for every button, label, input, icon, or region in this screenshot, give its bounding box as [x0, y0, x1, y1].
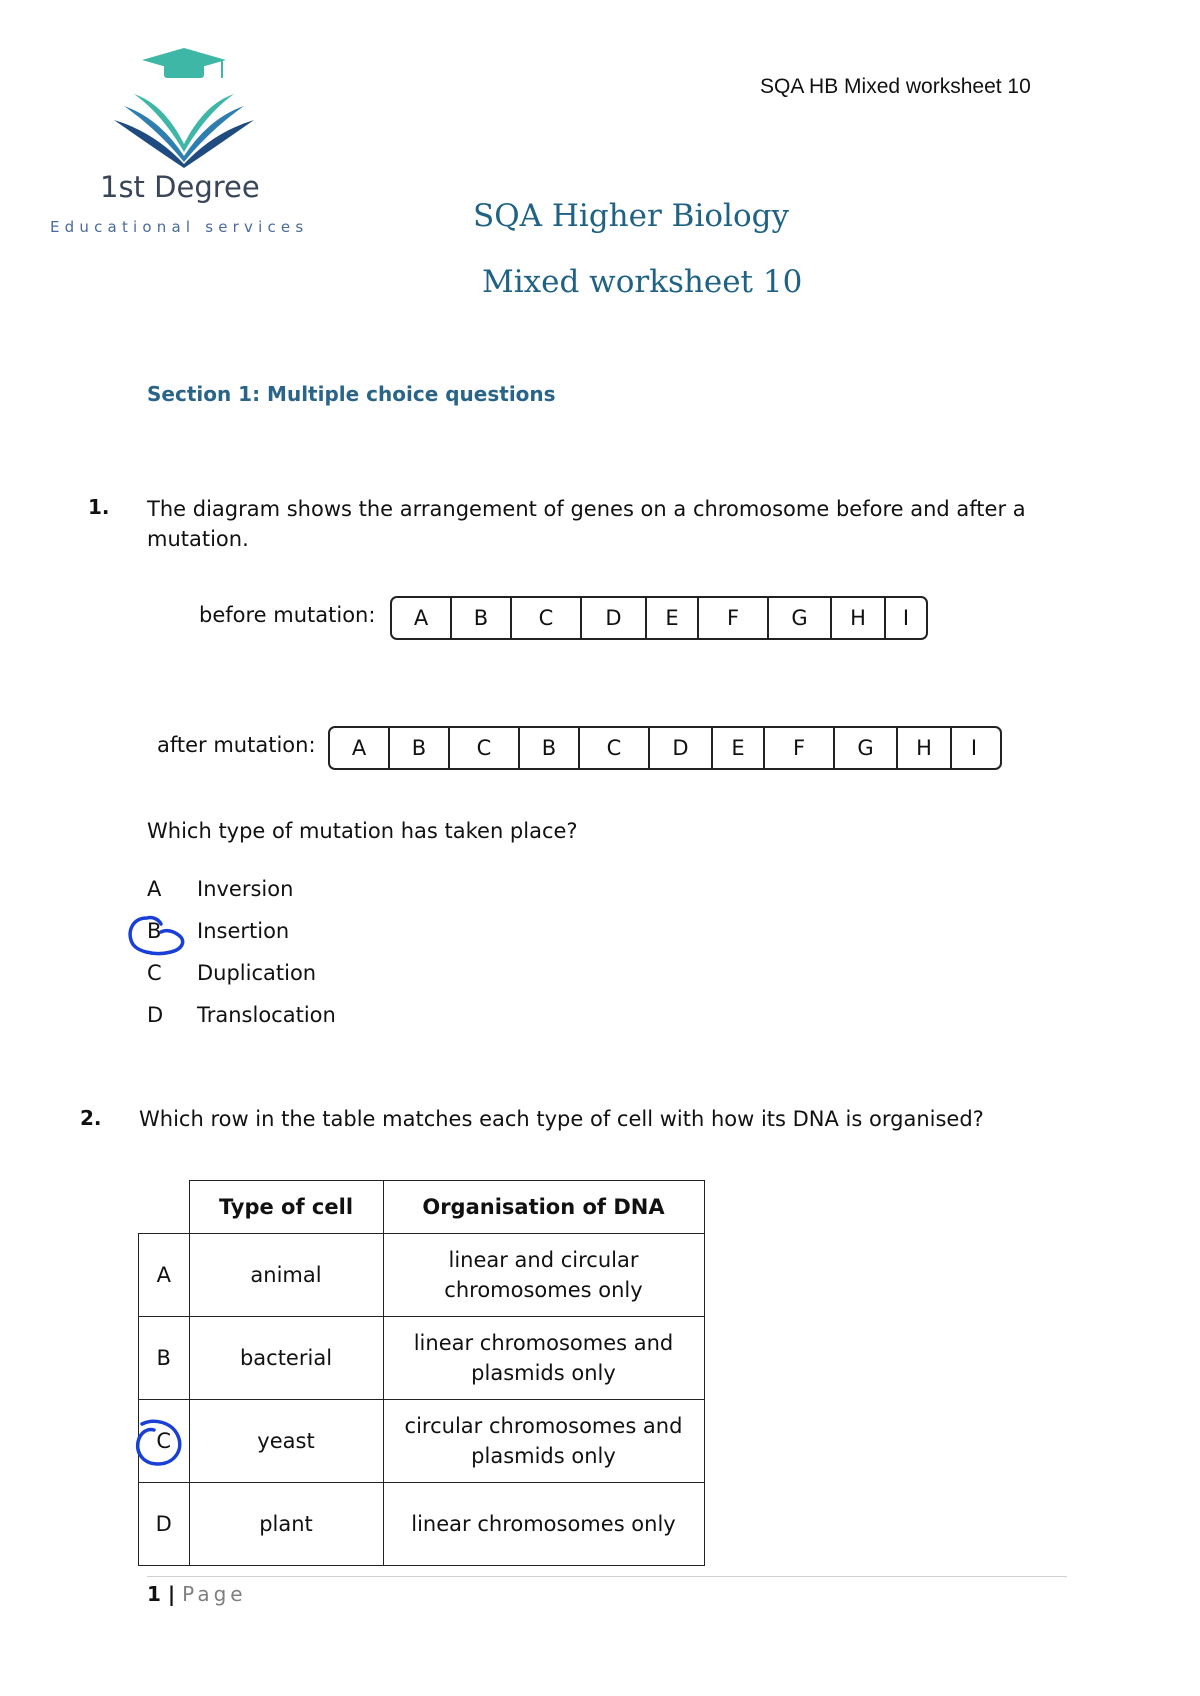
gene-box: A — [413, 606, 429, 630]
row-letter: D — [139, 1483, 190, 1566]
column-header: Type of cell — [189, 1181, 383, 1234]
blank-header-cell — [139, 1181, 190, 1234]
footer-divider — [147, 1576, 1067, 1577]
question-2-number: 2. — [80, 1106, 102, 1130]
page-footer: 1 | Page — [147, 1582, 247, 1606]
dna-organisation-table — [138, 1180, 705, 1566]
before-mutation-label: before mutation: — [199, 603, 376, 627]
page-label: Page — [182, 1582, 247, 1606]
company-logo — [44, 44, 314, 244]
running-header: SQA HB Mixed worksheet 10 — [760, 75, 1031, 98]
question-2-text: Which row in the table matches each type of cell with how its DNA is organised? — [139, 1107, 984, 1131]
gene-box: F — [763, 728, 833, 768]
option-text: Translocation — [197, 1003, 336, 1027]
table-row[interactable] — [139, 1483, 705, 1566]
table-row[interactable] — [139, 1317, 705, 1400]
option-text: Inversion — [197, 877, 294, 901]
gene-box: B — [518, 728, 578, 768]
gene-box: F — [697, 598, 767, 638]
option-letter: D — [147, 1003, 164, 1027]
option-letter: A — [147, 877, 162, 901]
gene-box: G — [833, 728, 896, 768]
question-1-number: 1. — [88, 495, 110, 519]
gene-box: I — [950, 728, 996, 768]
row-letter: B — [139, 1317, 190, 1400]
gene-box: B — [450, 598, 510, 638]
cell-organisation: linear chromosomes and plasmids only — [383, 1317, 704, 1400]
cell-type: plant — [189, 1483, 383, 1566]
gene-box: G — [767, 598, 830, 638]
gene-box: H — [896, 728, 950, 768]
gene-box: C — [448, 728, 518, 768]
question-1-prompt: Which type of mutation has taken place? — [147, 819, 578, 843]
graduation-book-icon — [94, 44, 274, 169]
cell-type: animal — [189, 1234, 383, 1317]
option-text: Insertion — [197, 919, 290, 943]
option-a[interactable] — [147, 877, 293, 901]
page-subtitle: Mixed worksheet 10 — [482, 264, 803, 300]
table-header-row — [139, 1181, 705, 1234]
cell-type: yeast — [189, 1400, 383, 1483]
page-number: 1 — [147, 1582, 161, 1606]
option-letter: C — [147, 961, 162, 985]
gene-box: B — [388, 728, 448, 768]
option-letter: B — [147, 919, 162, 943]
gene-box: A — [351, 736, 367, 760]
row-letter: C — [139, 1400, 190, 1483]
cell-organisation: circular chromosomes and plasmids only — [383, 1400, 704, 1483]
gene-box: D — [648, 728, 711, 768]
cell-organisation: linear chromosomes only — [383, 1483, 704, 1566]
answer-circle-mark — [125, 912, 191, 960]
cell-type: bacterial — [189, 1317, 383, 1400]
gene-box: H — [830, 598, 884, 638]
answer-circle-mark — [132, 1416, 192, 1470]
logo-subtitle: Educational services — [50, 218, 309, 236]
row-letter: A — [139, 1234, 190, 1317]
option-d[interactable] — [147, 1003, 336, 1027]
before-mutation-chromosome — [390, 596, 928, 640]
option-text: Duplication — [197, 961, 317, 985]
option-c[interactable] — [147, 961, 316, 985]
gene-box: C — [578, 728, 648, 768]
gene-box: I — [884, 598, 926, 638]
gene-box: E — [711, 728, 763, 768]
table-row[interactable] — [139, 1234, 705, 1317]
table-row[interactable] — [139, 1400, 705, 1483]
page-title: SQA Higher Biology — [473, 198, 789, 234]
section-heading: Section 1: Multiple choice questions — [147, 382, 556, 406]
gene-box: E — [645, 598, 697, 638]
gene-box: C — [510, 598, 580, 638]
after-mutation-chromosome — [328, 726, 1002, 770]
cell-organisation: linear and circular chromosomes only — [383, 1234, 704, 1317]
question-1-text: The diagram shows the arrangement of genes on a chromosome before and after a mutation. — [147, 497, 1026, 551]
column-header: Organisation of DNA — [383, 1181, 704, 1234]
gene-box: D — [580, 598, 645, 638]
after-mutation-label: after mutation: — [157, 733, 316, 757]
logo-name: 1st Degree — [100, 170, 260, 204]
